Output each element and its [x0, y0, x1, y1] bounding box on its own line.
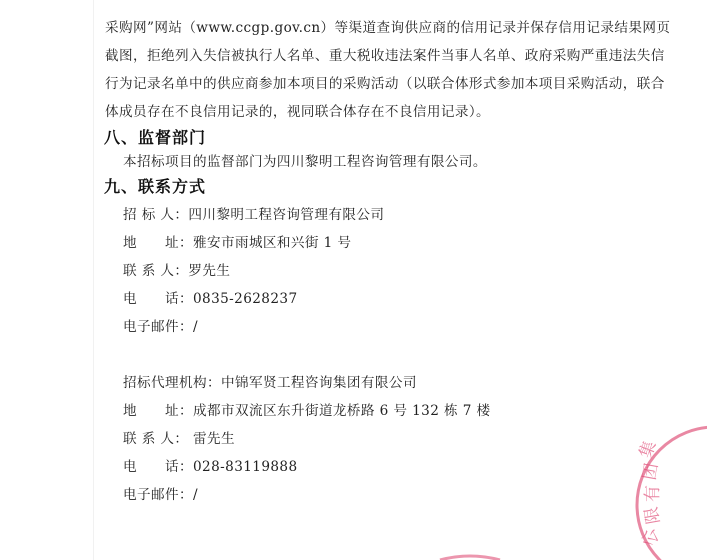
label: 电子邮件：	[123, 487, 193, 503]
svg-text:集: 集	[635, 438, 661, 461]
svg-text:有: 有	[643, 485, 663, 502]
paragraph-line: 截图，拒绝列入失信被执行人名单、重大税收违法案件当事人名单、政府采购严重违法失信	[105, 48, 665, 64]
label: 电 话：	[123, 459, 193, 475]
value: 成都市双流区东升街道龙桥路 6 号 132 栋 7 楼	[193, 403, 491, 419]
value: 0835-2628237	[192, 291, 298, 307]
svg-text:公: 公	[638, 525, 664, 549]
value: /	[192, 319, 198, 335]
value: /	[193, 487, 198, 503]
value: 雅安市雨城区和兴街 1 号	[192, 235, 352, 251]
value: 028-83119888	[193, 459, 298, 475]
label: 电 话：	[123, 291, 193, 307]
svg-text:团: 团	[639, 461, 663, 482]
seal-arc	[440, 556, 500, 560]
label: 联 系 人：	[123, 431, 189, 447]
label: 地 址：	[123, 235, 193, 251]
paragraph-line: 行为记录名单中的供应商参加本项目的采购活动（以联合体形式参加本项目采购活动，联合	[105, 76, 665, 92]
label: 招标代理机构：	[123, 375, 221, 391]
paragraph-line: 采购网”网站（www.ccgp.gov.cn）等渠道查询供应商的信用记录并保存信用记录结果网页	[105, 20, 671, 36]
value: 四川黎明工程咨询管理有限公司	[188, 207, 385, 223]
label: 地 址：	[123, 403, 193, 419]
svg-text:限: 限	[641, 505, 665, 526]
label: 招 标 人：	[123, 207, 189, 223]
seal-text	[636, 438, 664, 548]
value: 中锦军贤工程咨询集团有限公司	[220, 375, 417, 391]
label: 联 系 人：	[123, 263, 189, 279]
value: 雷先生	[193, 431, 235, 447]
paragraph-line: 体成员存在不良信用记录的，视同联合体存在不良信用记录）。	[105, 104, 491, 120]
section9-heading: 九、联系方式	[104, 177, 207, 196]
label: 电子邮件：	[123, 319, 193, 335]
section8-heading: 八、监督部门	[104, 128, 207, 147]
section8-text: 本招标项目的监督部门为四川黎明工程咨询管理有限公司。	[123, 154, 487, 170]
value: 罗先生	[188, 263, 231, 279]
